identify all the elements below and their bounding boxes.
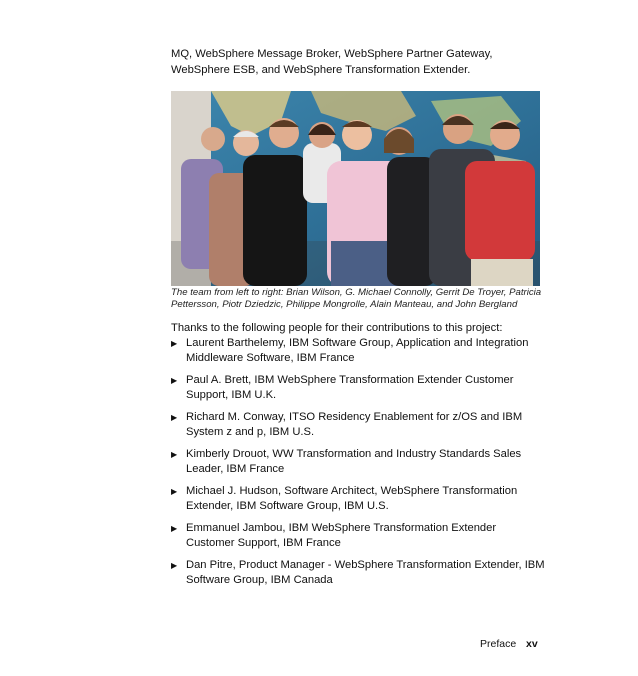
list-item [171,447,546,477]
intro-paragraph: MQ, WebSphere Message Broker, WebSphere Partner Gateway, WebSphere ESB, and WebSphere Transformation Extender. [171,48,493,76]
contributor-text: Richard M. Conway, ITSO Residency Enablement for z/OS and IBM System z and p, IBM U.S. [186,411,523,438]
triangle-right-icon: ▶ [171,561,178,570]
triangle-right-icon: ▶ [171,487,178,496]
triangle-right-icon: ▶ [171,413,178,422]
team-photo [171,91,540,286]
triangle-right-icon: ▶ [171,339,178,348]
triangle-right-icon: ▶ [171,376,178,385]
contributor-list [171,336,546,595]
contributor-text: Paul A. Brett, IBM WebSphere Transformation Extender Customer Support, IBM U.K. [186,374,514,401]
footer-section-name: Preface [480,638,517,650]
list-item [171,410,546,440]
triangle-right-icon: ▶ [171,450,178,459]
list-item [171,521,546,551]
triangle-right-icon: ▶ [171,524,178,533]
photo-caption: The team from left to right: Brian Wilson, G. Michael Connolly, Gerrit De Troyer, Patricia Pettersson, Piotr Dziedzic, Philippe Mongrolle, Alain Manteau, and John Bergland [171,287,542,310]
contributor-text: Laurent Barthelemy, IBM Software Group, Application and Integration Middleware Software, IBM France [186,337,529,364]
contributor-text: Michael J. Hudson, Software Architect, WebSphere Transformation Extender, IBM Software Group, IBM U.S. [186,485,518,512]
thanks-intro: Thanks to the following people for their contributions to this project: [171,322,503,334]
contributor-text: Kimberly Drouot, WW Transformation and Industry Standards Sales Leader, IBM France [186,448,522,475]
list-item [171,484,546,514]
page-footer [470,638,542,652]
contributor-text: Emmanuel Jambou, IBM WebSphere Transformation Extender Customer Support, IBM France [186,522,497,549]
list-item [171,558,546,588]
list-item [171,336,546,366]
list-item [171,373,546,403]
page-number: xv [526,638,538,650]
contributor-text: Dan Pitre, Product Manager - WebSphere Transformation Extender, IBM Software Group, IBM Canada [186,559,545,586]
